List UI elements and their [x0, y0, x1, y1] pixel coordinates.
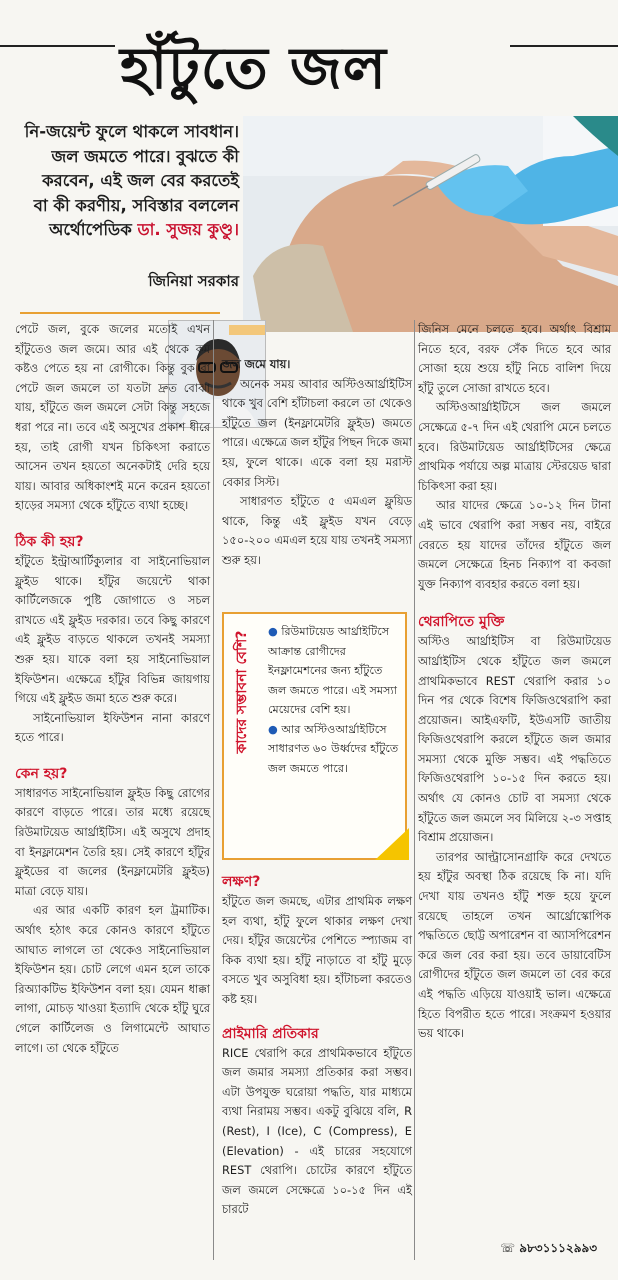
paragraph-continued: জল জমে যায়।: [222, 357, 291, 371]
paragraph-trauma: এর আর একটি কারণ হল ট্রমাটিক। অর্থাৎ হঠাৎ করে কোনও কারণে হাঁটুতে আঘাত লাগলে তা থেকেও সাইনোভিয়াল ইফিউশন হয়। চোট লেগে এমন হলে তাকে রিঅ্যাকটিভ ইফিউশন বলা হয়। যেমন ধাক্কা লাগা, মোচড় খাওয়া ইত্যাদি থেকে হাঁটু ঘুরে গেলে কার্টিলেজ ও লিগামেন্টে আঘাত লাগে। তা থেকে হাঁটুতে: [15, 903, 210, 1055]
heading-therapy: থেরাপিতে মুক্তি: [418, 614, 505, 631]
doctor-name: ডা. সুজয় কুণ্ডু।: [137, 220, 239, 239]
paragraph-why: সাধারণত সাইনোভিয়াল ফ্লুইড কিছু রোগের কারণে বাড়তে পারে। তার মধ্যে রয়েছে রিউমাটয়েড আর্থ্রাইটিস। এই অসুখে প্রদাহ বা ইনফ্লামেশন তৈরি হয়। সেই কারণে হাঁটুর ফ্লুইডের বা জলের (ইনফ্লামেটরি ফ্লুইড) মাত্রা বেড়ে যায়।: [15, 785, 210, 898]
paragraph-rice: RICE থেরাপি করে প্রাথমিকভাবে হাঁটুতে জল জমার সমস্যা প্রতিকার করা সম্ভব। এটা উপযুক্ত ঘরোয়া পদ্ধতি, যার মাধ্যমে ব্যথা নিরাময় সম্ভব। একটু বুঝিয়ে বলি, R (Rest), I (Ice), C (Compress), E (Elevation) - এই চারের সহযোগে REST থেরাপি। চোটের কারণে হাঁটুতে জল জমলে সেক্ষেত্রে ১০-১৫ দিন এই চারটে: [222, 1045, 412, 1217]
bullet-icon: ●: [268, 722, 282, 736]
paragraph-what-happens: হাঁটুতে ইন্ট্রাআর্টিক্যুলার বা সাইনোভিয়াল ফ্লুইড থাকে। হাঁটুর জয়েন্টে থাকা কার্টিলেজকে পুষ্টি জোগাতে ও সচল রাখতে এই ফ্লুইড দরকার। তবে কিছু কারণে এই ফ্লুইড বাড়তে থাকলে তখনই সমস্যা শুরু হয়। যাকে বলা হয় সাইনোভিয়াল ইফিউশন। এক্ষেত্রে হাঁটুর বিভিন্ন জায়গায় গিয়ে এই ফ্লুইড জমা হতে শুরু করে।: [15, 553, 210, 706]
corner-triangle-icon: [375, 828, 409, 860]
paragraph-rest: জিনিস মেনে চলতে হবে। অর্থাৎ বিশ্রাম নিতে হবে, বরফ সেঁক দিতে হবে আর সোজা হয়ে শুয়ে হাঁটু নিচে বালিশ দিয়ে হাঁটু তুলে সোজা রাখতে হবে।: [418, 322, 611, 395]
paragraph-fluid-amount: সাধারণত হাঁটুতে ৫ এমএল ফ্লুয়িড থাকে, কিন্তু এই ফ্লুইড যখন বেড়ে ১৫০-২০০ এমএল হয়ে যায় তখনই সমস্যা শুরু হয়।: [222, 494, 412, 567]
paragraph-physio: অস্টিও আর্থ্রাইটিস বা রিউমাটয়েড আর্থ্রাইটিস থেকে হাঁটুতে জল জমলে প্রাথমিকভাবে REST থেরাপি করার ১০ দিন পর থেকে বিশেষ ফিজিওথেরাপি করা প্রয়োজন। আইএফটি, ইউএসটি জাতীয় ফিজিওথেরাপি করলে হাঁটুতে জল জমার সমস্যা থেকে মুক্তি সম্ভব। এই পদ্ধতিতে ফিজিওথেরাপি ১০-১৫ দিন করতে হয়। অর্থাৎ যে কোনও চোট বা সমস্যা থেকে হাঁটুতে জল জমলে সব মিলিয়ে ২-৩ সপ্তাহ বিশ্রাম প্রয়োজন।: [418, 634, 611, 845]
box-corner-accent: [375, 828, 409, 860]
top-rule-right: [510, 45, 618, 47]
top-rule-left: [0, 45, 115, 47]
risk-bullet-2: [268, 720, 402, 779]
phone-footer: [500, 1240, 597, 1260]
paragraph-osteo: অনেক সময় আবার অস্টিওআর্থ্রাইটিস থাকে খুব বেশি হাঁটাচলা করলে তা থেকেও হাঁটুতে জল (ইনফ্লামেটরি ফ্লুইড) জমতে পারে। এক্ষেত্রে জল হাঁটুর পিছন দিকে জমা হয়, ফুলে থাকে। একে বলা হয় মরাস্ট বেকার সিস্ট।: [222, 376, 412, 489]
paragraph-kneecap: আর যাদের ক্ষেত্রে ১০-১২ দিন টানা এই ভাবে থেরাপি করা সম্ভব নয়, বাইরে বেরতে হয় যাদের তাঁদের হাঁটুতে জল জমলে সেক্ষেত্রে হিনচ নিক্যাপ বা কবজা যুক্ত নিক্যাপ ব্যবহার করতে বলা হয়।: [418, 498, 611, 591]
risk-box-content: [268, 622, 402, 778]
risk-bullet-1-text: রিউমাটয়েড আর্থ্রাইটিসে আক্রান্ত রোগীদের ইনফ্লামেশনের জন্য হাঁটুতে জল জমতে পারে। এই সমস্যা মেয়েদের বেশি হয়।: [268, 625, 397, 716]
heading-primary-remedy: প্রাইমারি প্রতিকার: [222, 1025, 319, 1042]
risk-bullet-1: [268, 622, 402, 720]
paragraph-ultrasound: তারপর আল্ট্রাসোনগ্রাফি করে দেখতে হয় হাঁটুর অবস্থা ঠিক রয়েছে কি না। যদি দেখা যায় তখনও হাঁটু শক্ত হয়ে ফুলে রয়েছে তাহলে তখন আর্থ্রোস্কোপিক পদ্ধতিতে ছোট্ট অপারেশন বা অ্যাসপিরেশন করে জল বের করা হয়। তবে ডায়াবেটিস রোগীদের হাঁটুতে জল জমলে তা বের করে এই পদ্ধতি এড়িয়ে যাওয়াই ভাল। এক্ষেত্রে হিতে বিপরীত হতে পারে। সংক্রমণ হওয়ার ভয় থাকে।: [418, 849, 611, 1041]
column-divider-1: [213, 320, 214, 1260]
risk-bullet-2-text: আর অস্টিওআর্থ্রাইটিসে সাধারণত ৬০ উর্ধ্বদের হাঁটুতে জল জমতে পারে।: [268, 722, 399, 775]
heading-symptoms: লক্ষণ?: [222, 874, 261, 890]
paragraph-symptoms: হাঁটুতে জল জমছে, এটার প্রাথমিক লক্ষণ হল ব্যথা, হাঁটু ফুলে থাকার লক্ষণ দেখা দেয়। হাঁটুর জয়েন্টের পেশিতে স্প্যাজম বা কিক ব্যথা হয়। হাঁটু নাড়াতে বা হাঁটু মুড়ে বসতে খুব অসুবিধা হয়। হাঁটাচলা করতেও কষ্ট হয়।: [222, 894, 412, 1006]
phone-number: ৯৮৩১১১২৯৯৩: [519, 1241, 598, 1255]
knee-injection-illustration: [243, 116, 618, 332]
risk-box-title-text: কাদের সম্ভাবনা বেশি?: [234, 630, 250, 754]
phone-icon: ☏: [500, 1241, 520, 1255]
risk-box-title: [222, 612, 262, 772]
column-1: [15, 320, 210, 1058]
bullet-icon: ●: [268, 625, 282, 638]
heading-why: কেন হয়?: [15, 765, 68, 782]
column-3: [418, 320, 611, 1044]
column-2-lower: [222, 872, 412, 1220]
dek-text: নি-জয়েন্ট ফুলে থাকলে সাবধান। জল জমতে পারে। বুঝতে কী করবেন, এই জল বের করতেই বা কী করণীয়, সবিস্তার বললেন অর্থোপেডিক: [24, 122, 239, 239]
column-divider-2: [414, 320, 415, 1260]
hero-photo-knee-injection: [243, 116, 618, 332]
intro-paragraph: পেটে জল, বুকে জলের মতোই এখন হাঁটুতেও জল জমে। আর এই থেকে কম কষ্টও পেতে হয় না রোগীকে। কিন্তু বুক বা পেটে জল জমলে তা যতটা দ্রুত বোঝা যায়, হাঁটুতে জল জমলে সেটা কিন্তু সহজে ধরা পরে না। তবে এই অসুখের প্রকাশ ধীরে হয়, তাই রোগী যখন চিকিৎসা করাতে আসেন তখন হয়তো অনেকটাই দেরি হয়ে যায়। আবার অধিকাংশই মনে করেন হয়তো হাড়ের সমস্যা থেকে হাঁটুতে ব্যথা হচ্ছে।: [15, 322, 210, 513]
heading-what-happens: ঠিক কী হয়?: [15, 533, 84, 550]
headline: হাঁটুতে জল: [120, 34, 388, 102]
paragraph-osteo-therapy: অস্টিওআর্থ্রাইটিসে জল জমলে সেক্ষেত্রে ৫-৭ দিন এই থেরাপি মেনে চলতে হবে। রিউমাটয়েড আর্থ্রাইটিসের ক্ষেত্রে প্রাথমিক পর্যায়ে অল্প মাত্রায় স্টেরয়েড দ্বারা চিকিৎসা করা হয়।: [418, 400, 611, 493]
column-2: [222, 355, 412, 571]
paragraph-causes-intro: সাইনোভিয়াল ইফিউশন নানা কারণে হতে পারে।: [15, 710, 210, 745]
byline-rule: [20, 312, 220, 314]
dek-intro: [24, 120, 239, 243]
byline: জিনিয়া সরকার: [148, 272, 239, 290]
